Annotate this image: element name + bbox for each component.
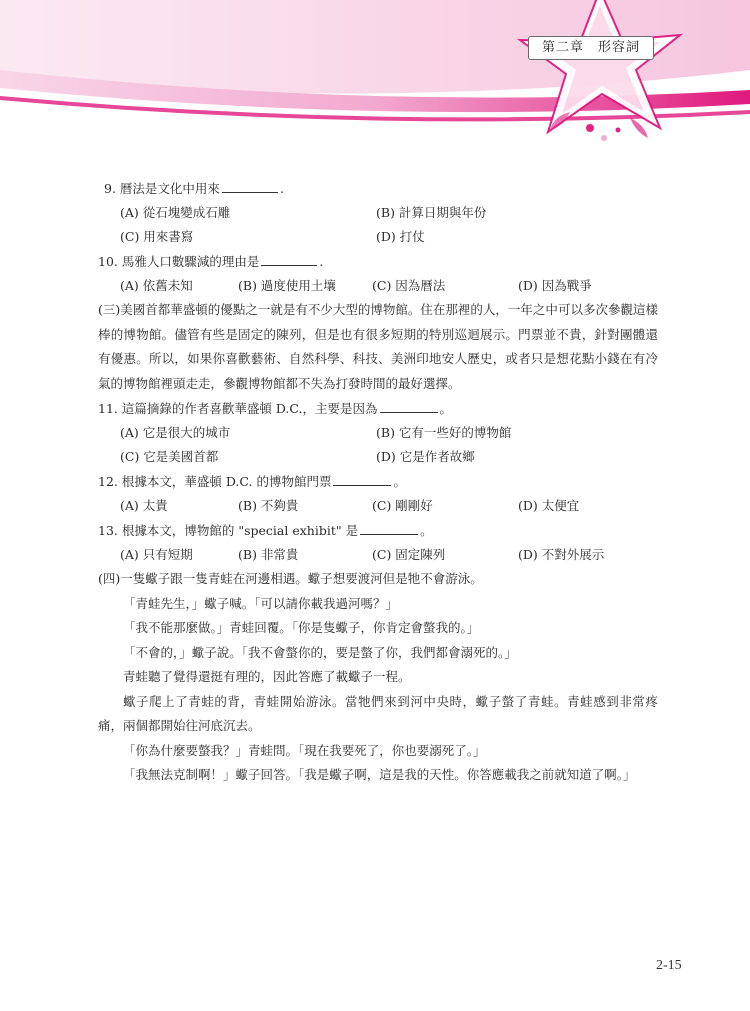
option-b: (B) 過度使用土壤 xyxy=(238,278,336,293)
question-stem: 10. 馬雅人口數驟減的理由是 . xyxy=(98,249,658,274)
story-paragraph: 青蛙聽了覺得還挺有理的，因此答應了載蠍子一程。 xyxy=(123,669,411,684)
option-d: (D) 不對外展示 xyxy=(518,547,605,562)
option-a: (A) 只有短期 xyxy=(120,547,193,562)
option-c: (C) 用來書寫 xyxy=(120,229,194,244)
option-d: (D) 太便宜 xyxy=(518,498,580,513)
option-d: (D) 打仗 xyxy=(376,229,425,244)
option-b: (B) 它有一些好的博物館 xyxy=(376,425,512,440)
question-9 xyxy=(98,176,658,249)
option-a: (A) 依舊未知 xyxy=(120,278,193,293)
passage-4 xyxy=(98,567,658,788)
header-banner xyxy=(0,0,750,150)
page-number: 2-15 xyxy=(656,958,682,973)
question-11 xyxy=(98,396,658,469)
option-a: (A) 太貴 xyxy=(120,498,168,513)
passage-4-opening: (四)一隻蠍子跟一隻青蛙在河邊相遇。蠍子想要渡河但是牠不會游泳。 xyxy=(98,571,483,586)
answer-blank xyxy=(261,251,317,266)
answer-blank xyxy=(222,178,278,193)
option-c: (C) 剛剛好 xyxy=(372,498,433,513)
story-paragraph: 「我無法克制啊！」蠍子回答。「我是蠍子啊，這是我的天性。你答應載我之前就知道了啊。」 xyxy=(123,767,636,782)
answer-blank xyxy=(360,520,418,535)
question-stem: 12. 根據本文，華盛頓 D.C. 的博物館門票 。 xyxy=(98,469,658,494)
question-12 xyxy=(98,469,658,518)
answer-blank xyxy=(380,398,438,413)
option-b: (B) 不夠貴 xyxy=(238,498,299,513)
story-paragraph: 「我不能那麼做。」青蛙回覆。「你是隻蠍子，你肯定會螫我的。」 xyxy=(123,620,480,635)
chapter-title: 第二章 形容詞 xyxy=(528,36,654,60)
option-b: (B) 非常貴 xyxy=(238,547,299,562)
story-paragraph: 「不會的，」蠍子說。「我不會螫你的，要是螫了你，我們都會溺死的。」 xyxy=(123,644,517,660)
story-paragraph: 「青蛙先生，」蠍子喊。「可以請你載我過河嗎？」 xyxy=(123,595,399,611)
question-stem: 11. 這篇摘錄的作者喜歡華盛頓 D.C.，主要是因為 。 xyxy=(98,396,658,421)
option-b: (B) 計算日期與年份 xyxy=(376,205,487,220)
question-13 xyxy=(98,518,658,567)
option-c: (C) 它是美國首都 xyxy=(120,449,219,464)
option-a: (A) 從石塊變成石雕 xyxy=(120,205,231,220)
answer-blank xyxy=(333,471,391,486)
story-paragraph: 蠍子爬上了青蛙的背，青蛙開始游泳。當牠們來到河中央時，蠍子螫了青蛙。青蛙感到非常疼痛，兩個都開始往河底沉去。 xyxy=(98,693,658,733)
passage-3: (三)美國首都華盛頓的優點之一就是有不少大型的博物館。住在那裡的人，一年之中可以多次參觀這樣棒的博物館。儘管有些是固定的陳列，但是也有很多短期的特別巡迴展示。門票並不貴，針對團體還有優惠。所以，如果你喜歡藝術、自然科學、科技、美洲印地安人歷史，或者只是想花點小錢在有冷氣的博物館裡頭走走，參觀博物館都不失為打發時間的最好選擇。 xyxy=(98,302,658,391)
option-c: (C) 因為曆法 xyxy=(372,278,446,293)
option-d: (D) 它是作者故鄉 xyxy=(376,449,475,464)
story-paragraph: 「你為什麼要螫我？」青蛙問。「現在我要死了，你也要溺死了。」 xyxy=(123,742,486,758)
option-c: (C) 固定陳列 xyxy=(372,547,446,562)
option-a: (A) 它是很大的城市 xyxy=(120,425,231,440)
page-content xyxy=(98,176,658,788)
question-stem: 13. 根據本文，博物館的 "special exhibit" 是 。 xyxy=(98,518,658,543)
option-d: (D) 因為戰爭 xyxy=(518,278,592,293)
question-10 xyxy=(98,249,658,298)
question-stem: 9. 曆法是文化中用來 . xyxy=(98,176,658,201)
